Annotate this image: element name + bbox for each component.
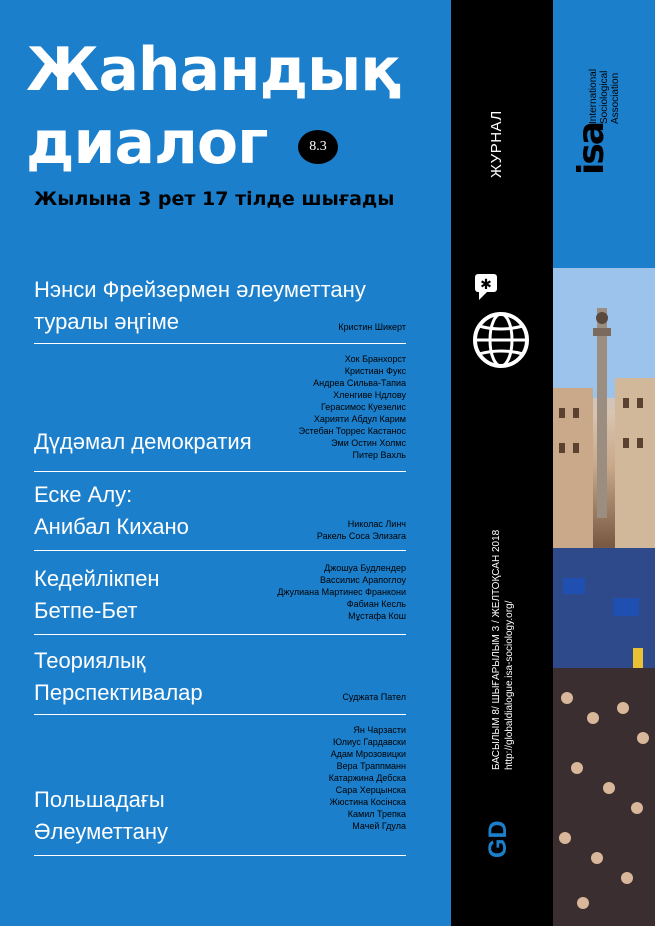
section-title-line: Әлеуметтану (34, 819, 169, 844)
section-title-line: Нэнси Фрейзермен әлеуметтану (34, 277, 366, 302)
svg-text:✱: ✱ (480, 277, 492, 293)
section-title-line: Анибал Кихано (34, 514, 189, 539)
section-title-fraser (34, 274, 366, 338)
section-title-line: Перспективалар (34, 680, 203, 705)
journal-url[interactable]: http://globaldialogue.isa-sociology.org/ (504, 600, 515, 770)
author-name: Катаржина Дебска (328, 773, 406, 783)
author-name: Николас Линч (347, 519, 406, 529)
section-title-line: Бетпе-Бет (34, 598, 138, 623)
author-name: Эми Остин Холмс (331, 438, 406, 448)
isa-name (588, 69, 621, 124)
section-title-poland (34, 784, 168, 848)
section-title-line: Еске Алу: (34, 482, 133, 507)
section-divider (34, 855, 406, 856)
section-divider (34, 343, 406, 344)
isa-name-line: Sociological (599, 70, 610, 124)
author-name: Мачей Гдула (352, 821, 406, 831)
section-title-line: Дүдәмал демократия (34, 429, 252, 454)
author-name: Мұстафа Кош (348, 611, 406, 621)
author-name: Юлиус Гардавски (333, 737, 406, 747)
author-name: Хленгиве Ндлову (333, 390, 406, 400)
section-authors-poverty (277, 562, 406, 622)
author-name: Питер Вахль (352, 450, 406, 460)
magazine-subtitle: Жылына 3 рет 17 тілде шығады (34, 188, 395, 210)
isa-name-line: International (588, 68, 599, 124)
section-authors-theory (342, 691, 406, 703)
author-name: Харияти Абдул Карим (313, 414, 406, 424)
journal-label: ЖУРНАЛ (488, 110, 505, 178)
author-name: Жюстина Косінска (329, 797, 406, 807)
section-authors-fraser (338, 321, 406, 333)
section-title-line: Теориялық (34, 648, 146, 673)
author-name: Герасимос Куезелис (321, 402, 406, 412)
section-title-democracy (34, 426, 252, 458)
section-title-line: Польшадағы (34, 787, 165, 812)
magazine-title-line1: Жаһандық (26, 35, 401, 105)
author-name: Эстебан Торрес Кастанос (298, 426, 406, 436)
author-name: Хок Бранхорст (344, 354, 406, 364)
section-authors-quijano (317, 518, 406, 542)
isa-logo-icon: isa (571, 122, 612, 175)
section-authors-democracy (299, 353, 406, 461)
author-name: Сара Херцынска (335, 785, 406, 795)
issue-info: БАСЫЛЫМ 8/ ШЫҒАРЫЛЫМ 3 / ЖЕЛТОҚСАН 2018 (491, 529, 502, 770)
author-name: Джулиана Мартинес Франкони (277, 587, 406, 597)
section-divider (34, 714, 406, 715)
section-divider (34, 550, 406, 551)
section-authors-poland (329, 724, 406, 832)
author-name: Джошуа Будлендер (324, 563, 406, 573)
isa-name-line: Association (610, 72, 621, 124)
author-name: Ян Чарзасти (353, 725, 406, 735)
author-name: Вассилис Арапоглоу (319, 575, 406, 585)
section-title-poverty (34, 563, 160, 627)
section-divider (34, 471, 406, 472)
author-name: Ракель Соса Элизага (316, 531, 406, 541)
author-name: Адам Мрозовицки (330, 749, 406, 759)
section-title-quijano (34, 479, 189, 543)
author-name: Вера Траппманн (336, 761, 406, 771)
author-name: Камил Трепка (347, 809, 406, 819)
section-title-theory (34, 645, 203, 709)
author-name: Андреа Сильва-Тапиа (313, 378, 406, 388)
section-title-line: туралы әңгіме (34, 309, 179, 334)
cover-photo-illustration (553, 268, 655, 926)
author-name: Кристиан Фукс (344, 366, 406, 376)
magazine-title-line2: диалог (26, 108, 268, 178)
section-title-line: Кедейлікпен (34, 566, 160, 591)
cover-photo-crowd (553, 268, 655, 926)
section-divider (34, 634, 406, 635)
gd-mark: GD (484, 820, 512, 858)
author-name: Кристин Шикерт (338, 322, 406, 332)
author-name: Фабиан Кесль (346, 599, 406, 609)
globe-speech-icon (467, 274, 539, 374)
author-name: Суджата Пател (342, 692, 406, 702)
issue-number-badge: 8.3 (298, 130, 338, 164)
